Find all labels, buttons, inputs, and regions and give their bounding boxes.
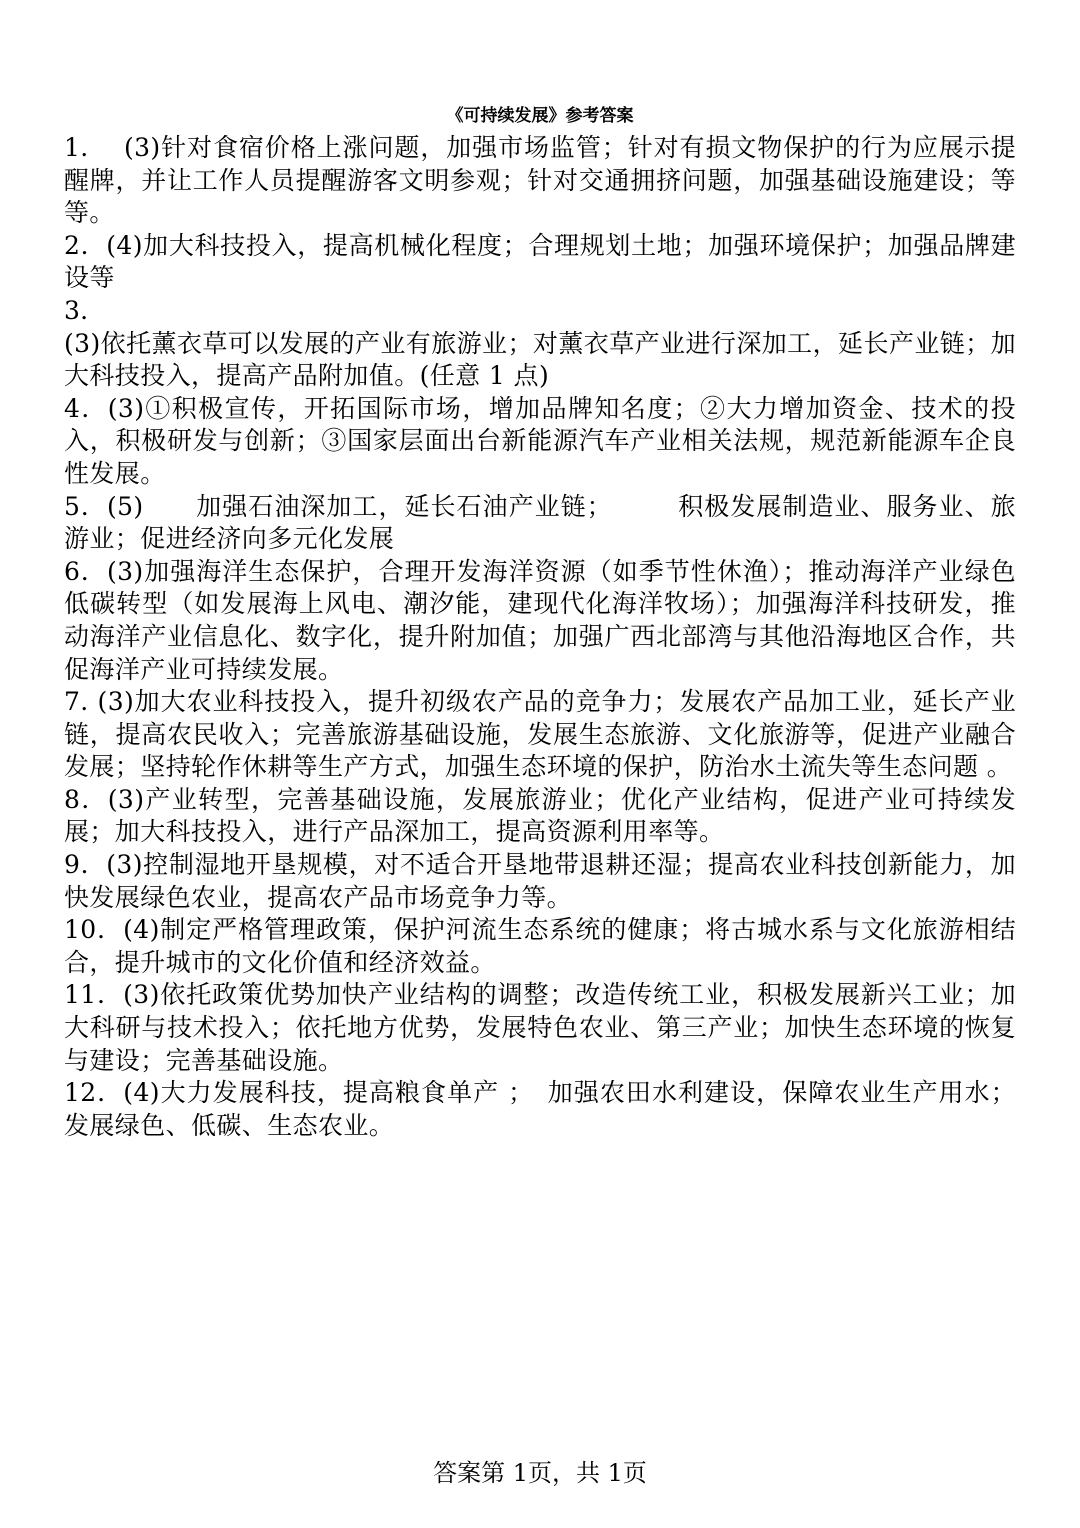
answer-item-2: 2．(4)加大科技投入，提高机械化程度；合理规划土地；加强环境保护；加强品牌建设等 xyxy=(64,230,1016,293)
answer-item-3-number: 3． xyxy=(64,295,106,325)
answer-item-10: 10．(4)制定严格管理政策，保护河流生态系统的健康；将古城水系与文化旅游相结合，提升城市的文化价值和经济效益。 xyxy=(64,915,1016,977)
answer-item-1: 1. (3)针对食宿价格上涨问题，加强市场监管；针对有损文物保护的行为应展示提醒牌，并让工作人员提醒游客文明参观；针对交通拥挤问题，加强基础设施建设；等等。 xyxy=(64,133,1016,228)
answer-item-6: 6．(3)加强海洋生态保护，合理开发海洋资源（如季节性休渔）；推动海洋产业绿色低碳转型（如发展海上风电、潮汐能，建现代化海洋牧场）；加强海洋科技研发，推动海洋产业信息化、数字化，提升附加值；加强广西北部湾与其他沿海地区合作，共促海洋产业可持续发展。 xyxy=(64,556,1016,684)
answer-item-9: 9．(3)控制湿地开垦规模，对不适合开垦地带退耕还湿；提高农业科技创新能力，加快发展绿色农业，提高农产品市场竞争力等。 xyxy=(64,850,1016,912)
page-footer: 答案第 1页，共 1页 xyxy=(433,1459,647,1487)
answer-item-3: (3)依托薰衣草可以发展的产业有旅游业；对薰衣草产业进行深加工，延长产业链；加大科技投入，提高产品附加值。(任意 1 点) xyxy=(64,328,1016,391)
answer-list xyxy=(64,132,1016,1142)
answer-item-12: 12．(4)大力发展科技，提高粮食单产 ； 加强农田水利建设，保障农业生产用水；发展绿色、低碳、生态农业。 xyxy=(64,1078,1016,1140)
page-title: 《可持续发展》参考答案 xyxy=(446,106,634,126)
answer-item-8: 8．(3)产业转型，完善基础设施，发展旅游业；优化产业结构，促进产业可持续发展；加大科技投入，进行产品深加工，提高资源利用率等。 xyxy=(64,784,1016,847)
answer-item-4: 4．(3)①积极宣传，开拓国际市场，增加品牌知名度；②大力增加资金、技术的投入，积极研发与创新；③国家层面出台新能源汽车产业相关法规，规范新能源车企良性发展。 xyxy=(64,393,1016,488)
answer-item-5: 5．(5) 加强石油深加工，延长石油产业链； 积极发展制造业、服务业、旅游业；促进经济向多元化发展 xyxy=(64,491,1016,554)
answer-item-7: 7. (3)加大农业科技投入，提升初级农产品的竞争力；发展农产品加工业，延长产业链，提高农民收入；完善旅游基础设施，发展生态旅游、文化旅游等，促进产业融合发展；坚持轮作休耕等生产方式，加强生态环境的保护，防治水土流失等生态问题 。 xyxy=(64,687,1016,782)
answer-item-11: 11．(3)依托政策优势加快产业结构的调整；改造传统工业，积极发展新兴工业；加大科研与技术投入；依托地方优势，发展特色农业、第三产业；加快生态环境的恢复与建设；完善基础设施。 xyxy=(64,980,1016,1075)
